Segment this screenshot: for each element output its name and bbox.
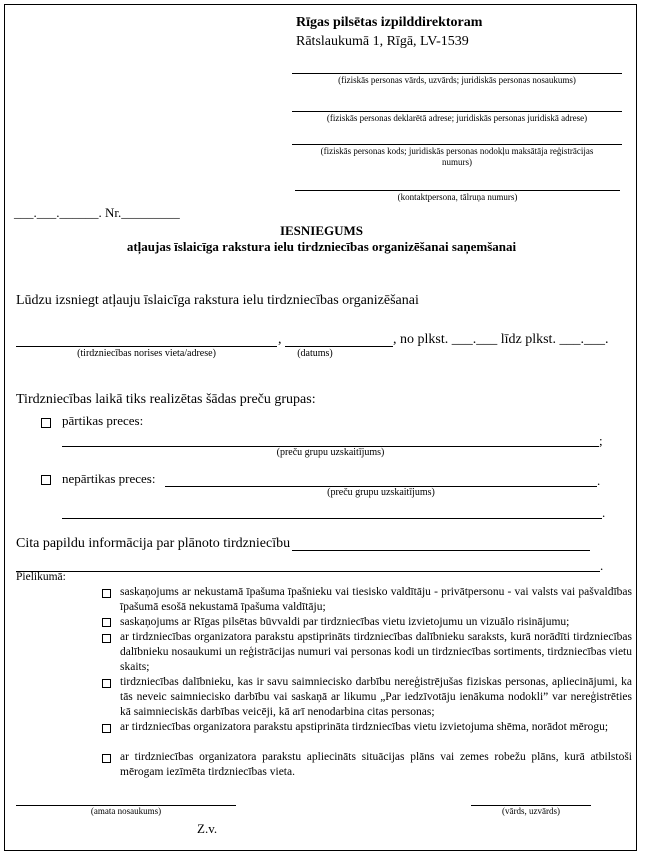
request-text: Lūdzu izsniegt atļauju īslaicīga rakstura ielu tirdzniecības organizēšanai (16, 293, 419, 308)
position-caption: (amata nosaukums) (90, 806, 162, 816)
other-info-label: Cita papildu informācija par plānoto tirdzniecību (16, 536, 291, 551)
applicant-code-line[interactable] (292, 144, 622, 145)
nonfood-end-2: . (602, 505, 606, 520)
attachment-checkbox-1[interactable] (102, 589, 111, 598)
nonfood-goods-line-2[interactable] (62, 518, 602, 519)
trade-place-line[interactable] (16, 346, 277, 347)
contact-line[interactable] (295, 190, 620, 191)
trade-date-line[interactable] (285, 346, 393, 347)
attachment-item-4: tirdzniecības dalībnieku, kas ir savu saimniecisko darbību nereģistrējušas fiziskas personas, apliecinājumi, ka tās neveic saimniecisko darbību vai saskaņā ar likumu „Par iedzīvotāju ienākuma nodokli” var nereģistrēties kā saimnieciskās darbības veicēji, kā arī nenodarbina citas personas; (120, 676, 632, 718)
document-subtitle: atļaujas īslaicīga rakstura ielu tirdzniecības organizēšanai saņemšanai (126, 239, 517, 254)
comma: , (278, 332, 282, 347)
nonfood-checkbox[interactable] (41, 475, 51, 485)
trade-place-caption: (tirdzniecības norises vieta/adrese) (77, 348, 216, 359)
food-caption: (preču grupu uzskaitījums) (276, 447, 385, 458)
document-title: IESNIEGUMS (279, 223, 364, 238)
applicant-address-caption: (fiziskās personas deklarētā adrese; juridiskās personas juridiskā adrese) (326, 113, 588, 123)
date-field[interactable]: ___.___.______. Nr._________ (14, 205, 180, 220)
attachment-item-1: saskaņojums ar nekustamā īpašuma īpašnieku vai tiesisko valdītāju - privātpersonu - vai valsts vai pašvaldības īpašumā esošā nekustamā īpašuma valdītāju; (120, 586, 632, 613)
attachment-checkbox-5[interactable] (102, 724, 111, 733)
time-range[interactable]: , no plkst. ___.___ līdz plkst. ___.___. (393, 332, 609, 347)
other-info-end: . (600, 558, 604, 573)
name-caption: (vārds, uzvārds) (502, 806, 560, 816)
nonfood-end: . (597, 473, 601, 488)
recipient-title: Rīgas pilsētas izpilddirektoram (296, 15, 483, 30)
applicant-name-line[interactable] (292, 73, 622, 74)
attachment-item-6: ar tirdzniecības organizatora parakstu apliecināts situācijas plāns vai zemes robežu plāns, kurā atbilstoši mērogam iezīmēta tirdzniecības vieta. (120, 751, 632, 778)
goods-heading: Tirdzniecības laikā tiks realizētas šādas preču grupas: (16, 392, 316, 407)
other-info-line-2[interactable] (16, 571, 600, 572)
nonfood-caption: (preču grupu uzskaitījums) (327, 487, 435, 498)
applicant-name-caption: (fiziskās personas vārds, uzvārds; juridiskās personas nosaukums) (338, 75, 576, 85)
attachment-item-5: ar tirdzniecības organizatora parakstu apstiprināta tirdzniecības vietu izvietojuma shēma, norādot mērogu; (120, 721, 609, 733)
food-label: pārtikas preces: (62, 413, 144, 428)
food-end: ; (599, 433, 603, 448)
attachment-checkbox-2[interactable] (102, 618, 111, 627)
trade-date-caption: (datums) (297, 348, 333, 359)
attachment-item-3: ar tirdzniecības organizatora parakstu apstiprināts tirdzniecības dalībnieku saraksts, kurā norādīti tirdzniecības dalībnieku nosaukumi un reģistrācijas numuri vai personas kodi un tirdzniecības sortiments, tirdzniecības vietu skaits; (120, 631, 632, 673)
contact-caption: (kontaktpersona, tālruņa numurs) (397, 192, 518, 202)
recipient-address: Rātslaukumā 1, Rīgā, LV-1539 (296, 34, 469, 49)
applicant-code-caption: (fiziskās personas kods; juridiskās personas nodokļu maksātāja reģistrācijas (320, 146, 594, 156)
applicant-code-caption-2: numurs) (442, 157, 472, 167)
nonfood-label: nepārtikas preces: (62, 471, 156, 486)
attachment-checkbox-6[interactable] (102, 754, 111, 763)
seal-mark: Z.v. (197, 821, 218, 836)
attachments-label: Pielikumā: (16, 571, 66, 583)
application-form (4, 4, 637, 851)
other-info-line[interactable] (292, 550, 590, 551)
attachment-checkbox-4[interactable] (102, 679, 111, 688)
food-checkbox[interactable] (41, 418, 51, 428)
attachment-item-2: saskaņojums ar Rīgas pilsētas būvvaldi par tirdzniecības vietu izvietojumu un vizuālo risinājumu; (120, 616, 570, 628)
attachment-checkbox-3[interactable] (102, 634, 111, 643)
applicant-address-line[interactable] (292, 111, 622, 112)
